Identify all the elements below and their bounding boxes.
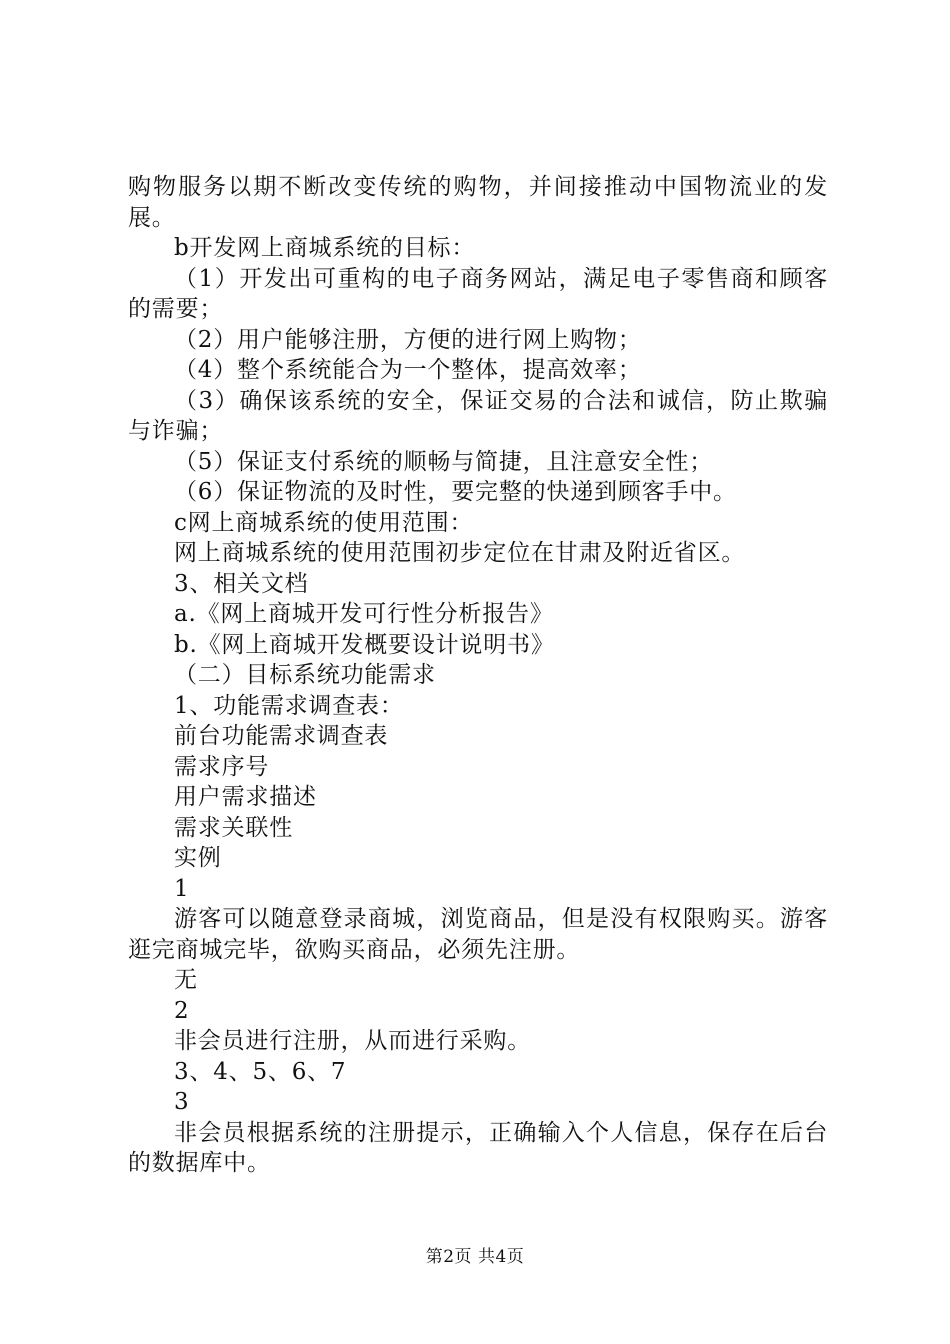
paragraph-scope-text: 网上商城系统的使用范围初步定位在甘肃及附近省区。 xyxy=(174,540,746,566)
table-cell-description-1: 游客可以随意登录商城，浏览商品，但是没有权限购买。游客逛完商城完毕，欲购买商品，必须先注册。 xyxy=(128,906,828,963)
table-cell-relation-2: 3、4、5、6、7 xyxy=(174,1058,347,1085)
table-cell-id-1: 1 xyxy=(174,875,190,902)
table-header-relation: 需求关联性 xyxy=(174,814,293,841)
paragraph-goal-5: （5）保证支付系统的顺畅与简捷，且注意安全性； xyxy=(174,448,714,475)
document-body xyxy=(128,172,828,1179)
paragraph-goal-3: （3）确保该系统的安全，保证交易的合法和诚信，防止欺骗与诈骗； xyxy=(128,387,828,444)
table-cell-id-3: 3 xyxy=(174,1089,190,1115)
paragraph-scope-heading: c网上商城系统的使用范围： xyxy=(174,509,474,536)
table-cell-relation-1: 无 xyxy=(174,967,198,993)
table-cell-description-2: 非会员进行注册，从而进行采购。 xyxy=(174,1028,531,1054)
paragraph-goals-heading: b开发网上商城系统的目标： xyxy=(174,235,476,261)
table-header-description: 用户需求描述 xyxy=(174,784,317,810)
table-header-example: 实例 xyxy=(174,845,222,871)
table-cell-id-2: 2 xyxy=(174,997,190,1024)
paragraph-goal-4: （4）整个系统能合为一个整体，提高效率； xyxy=(174,357,642,383)
paragraph-goal-6: （6）保证物流的及时性，要完整的快递到顾客手中。 xyxy=(174,479,737,505)
paragraph-section-2-heading: （二）目标系统功能需求 xyxy=(174,662,436,688)
paragraph-goal-1: （1）开发出可重构的电子商务网站，满足电子零售商和顾客的需要； xyxy=(128,265,828,322)
page-number-footer: 第2页 共4页 xyxy=(425,1247,525,1267)
table-header-id: 需求序号 xyxy=(174,753,270,780)
paragraph-goal-2: （2）用户能够注册，方便的进行网上购物； xyxy=(174,326,642,353)
paragraph-frontend-survey: 前台功能需求调查表 xyxy=(174,723,389,749)
table-cell-description-3: 非会员根据系统的注册提示，正确输入个人信息，保存在后台的数据库中。 xyxy=(128,1119,828,1176)
paragraph-related-docs-heading: 3、相关文档 xyxy=(174,570,309,597)
paragraph-related-doc-a: a.《网上商城开发可行性分析报告》 xyxy=(174,601,554,627)
paragraph-intro-continuation: 购物服务以期不断改变传统的购物，并间接推动中国物流业的发展。 xyxy=(128,174,828,231)
paragraph-related-doc-b: b.《网上商城开发概要设计说明书》 xyxy=(174,631,555,658)
paragraph-survey-heading: 1、功能需求调查表： xyxy=(174,692,404,719)
